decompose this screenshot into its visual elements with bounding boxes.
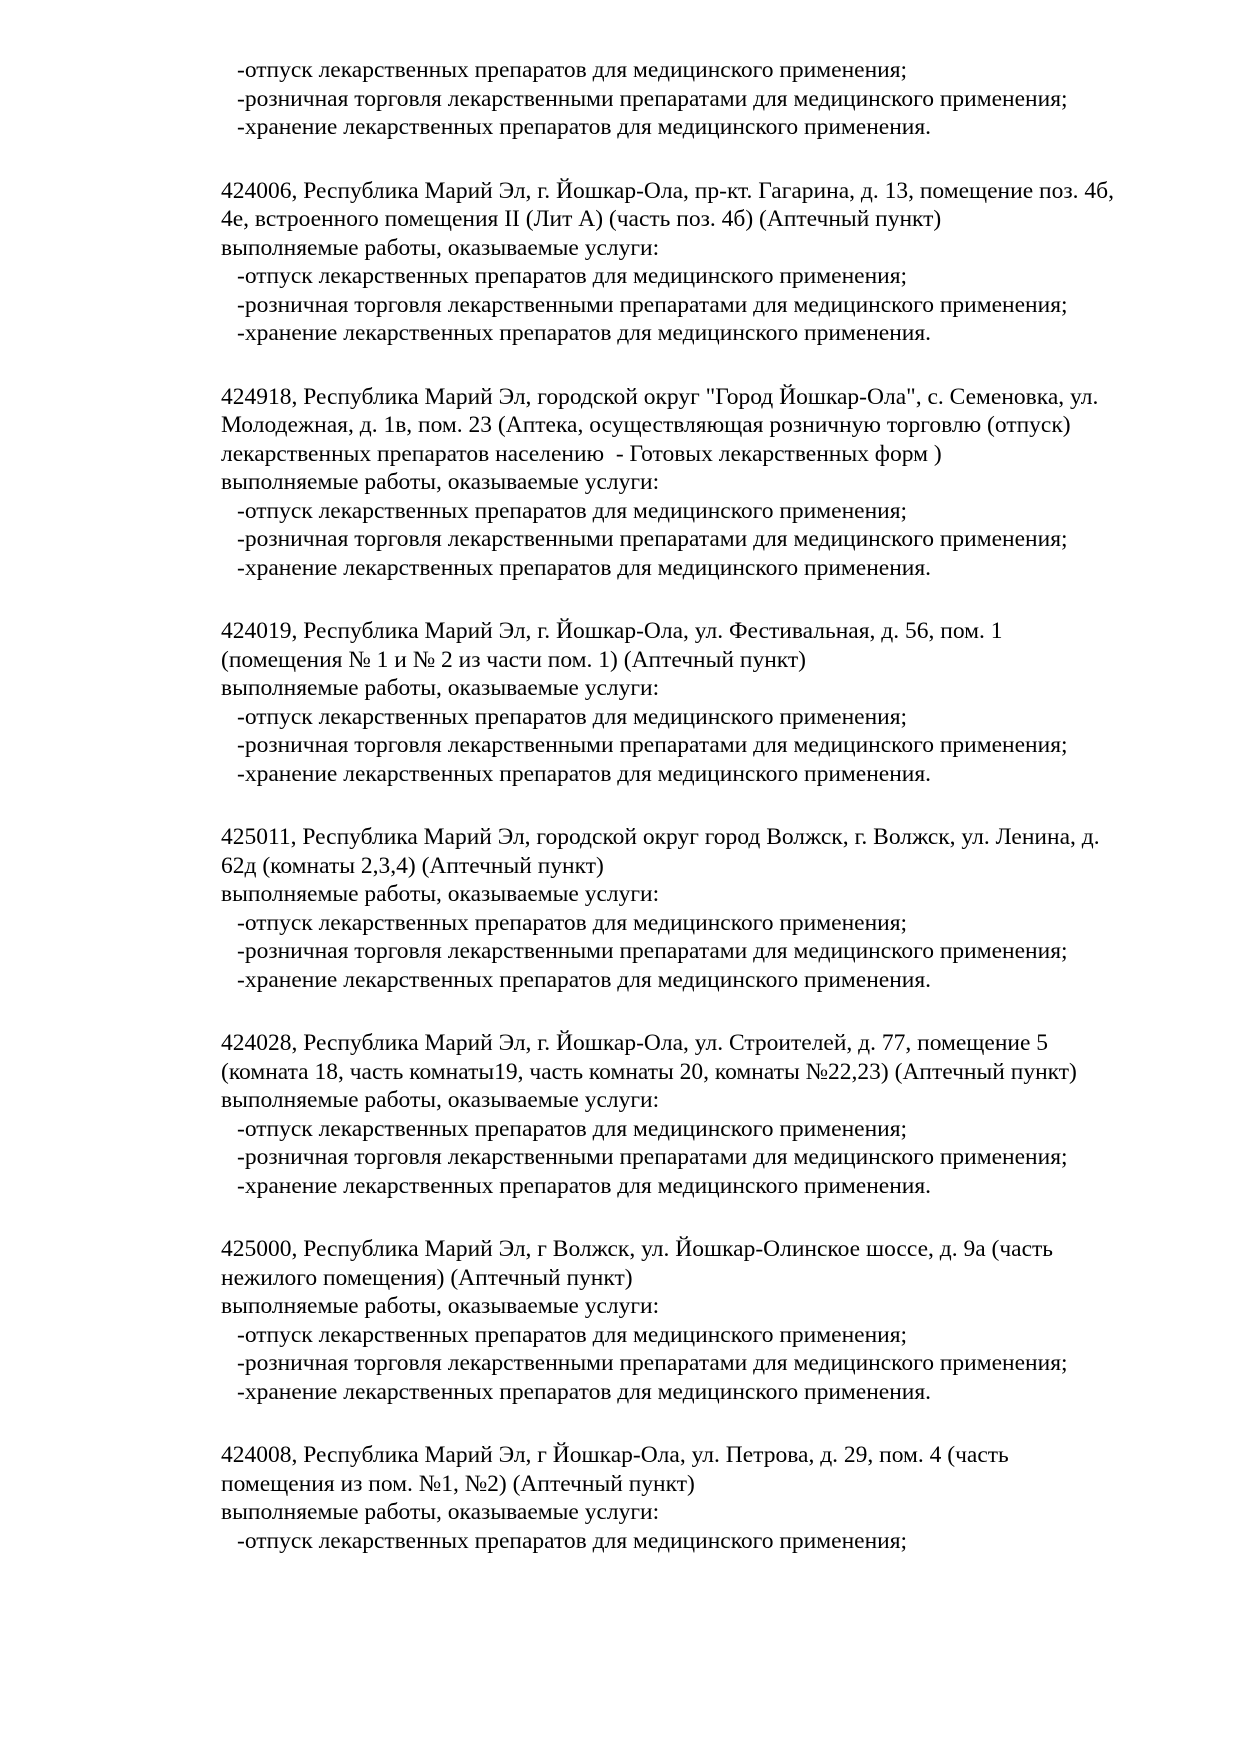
pharmacy-address-block bbox=[221, 823, 1221, 994]
service-item: -розничная торговля лекарственными препаратами для медицинского применения; bbox=[237, 732, 1068, 758]
address-line: нежилого помещения) (Аптечный пункт) bbox=[221, 1264, 633, 1291]
address-blocks bbox=[221, 142, 1221, 1556]
address-line: 4е, встроенного помещения II (Лит А) (часть поз. 4б) (Аптечный пункт) bbox=[221, 206, 942, 232]
service-item: -отпуск лекарственных препаратов для медицинского применения; bbox=[237, 1527, 908, 1554]
block-spacer bbox=[221, 582, 1221, 617]
services-heading: выполняемые работы, оказываемые услуги: bbox=[221, 234, 660, 261]
service-item: -отпуск лекарственных препаратов для медицинского применения; bbox=[237, 263, 908, 289]
service-item: -хранение лекарственных препаратов для медицинского применения. bbox=[237, 320, 932, 346]
service-item: -хранение лекарственных препаратов для медицинского применения. bbox=[237, 114, 932, 140]
address-line: 424019, Республика Марий Эл, г. Йошкар-Ола, ул. Фестивальная, д. 56, пом. 1 bbox=[221, 618, 1003, 644]
address-line: 424008, Республика Марий Эл, г Йошкар-Ола, ул. Петрова, д. 29, пом. 4 (часть bbox=[221, 1442, 1009, 1468]
block-spacer bbox=[221, 1200, 1221, 1235]
service-item: -розничная торговля лекарственными препаратами для медицинского применения; bbox=[237, 526, 1068, 552]
block-spacer bbox=[221, 994, 1221, 1029]
service-item: -хранение лекарственных препаратов для медицинского применения. bbox=[237, 760, 932, 787]
service-item: -хранение лекарственных препаратов для медицинского применения. bbox=[237, 1172, 932, 1199]
services-heading: выполняемые работы, оказываемые услуги: bbox=[221, 1293, 660, 1319]
pharmacy-address-block bbox=[221, 383, 1221, 583]
pharmacy-address-block bbox=[221, 617, 1221, 788]
services-heading: выполняемые работы, оказываемые услуги: bbox=[221, 881, 660, 907]
block-spacer bbox=[221, 348, 1221, 383]
block-spacer bbox=[221, 142, 1221, 177]
address-line: лекарственных препаратов населению - Готовых лекарственных форм ) bbox=[221, 440, 942, 467]
service-item: -розничная торговля лекарственными препаратами для медицинского применения; bbox=[237, 938, 1068, 964]
services-heading: выполняемые работы, оказываемые услуги: bbox=[221, 1499, 660, 1525]
service-item: -хранение лекарственных препаратов для медицинского применения. bbox=[237, 966, 932, 993]
service-item: -отпуск лекарственных препаратов для медицинского применения; bbox=[237, 703, 908, 730]
service-item: -отпуск лекарственных препаратов для медицинского применения; bbox=[237, 1115, 908, 1142]
address-line: 62д (комнаты 2,3,4) (Аптечный пункт) bbox=[221, 852, 604, 879]
block-spacer bbox=[221, 1406, 1221, 1441]
address-line: (помещения № 1 и № 2 из части пом. 1) (Аптечный пункт) bbox=[221, 646, 806, 673]
services-heading: выполняемые работы, оказываемые услуги: bbox=[221, 1087, 660, 1113]
service-item: -отпуск лекарственных препаратов для медицинского применения; bbox=[237, 1321, 908, 1348]
leading-services-list bbox=[221, 56, 1221, 142]
pharmacy-address-block bbox=[221, 1441, 1221, 1555]
service-item: -розничная торговля лекарственными препаратами для медицинского применения; bbox=[237, 291, 1068, 318]
service-item: -розничная торговля лекарственными препаратами для медицинского применения; bbox=[237, 1144, 1068, 1170]
address-line: (комната 18, часть комнаты19, часть комнаты 20, комнаты №22,23) (Аптечный пункт) bbox=[221, 1058, 1077, 1085]
pharmacy-address-block bbox=[221, 1235, 1221, 1406]
pharmacy-address-block bbox=[221, 177, 1221, 348]
service-item: -отпуск лекарственных препаратов для медицинского применения; bbox=[237, 909, 908, 936]
service-item: -отпуск лекарственных препаратов для медицинского применения; bbox=[237, 57, 908, 83]
address-line: Молодежная, д. 1в, пом. 23 (Аптека, осуществляющая розничную торговлю (отпуск) bbox=[221, 412, 1071, 438]
document-page bbox=[221, 56, 1221, 1555]
block-spacer bbox=[221, 788, 1221, 823]
pharmacy-address-block bbox=[221, 1029, 1221, 1200]
service-item: -розничная торговля лекарственными препаратами для медицинского применения; bbox=[237, 85, 1068, 112]
service-item: -отпуск лекарственных препаратов для медицинского применения; bbox=[237, 497, 908, 524]
services-heading: выполняемые работы, оказываемые услуги: bbox=[221, 469, 660, 495]
address-line: 424006, Республика Марий Эл, г. Йошкар-Ола, пр-кт. Гагарина, д. 13, помещение поз. 4б, bbox=[221, 177, 1114, 204]
service-item: -розничная торговля лекарственными препаратами для медицинского применения; bbox=[237, 1350, 1068, 1376]
service-item: -хранение лекарственных препаратов для медицинского применения. bbox=[237, 554, 932, 581]
address-line: помещения из пом. №1, №2) (Аптечный пункт) bbox=[221, 1470, 695, 1497]
address-line: 424028, Республика Марий Эл, г. Йошкар-Ола, ул. Строителей, д. 77, помещение 5 bbox=[221, 1030, 1049, 1056]
service-item: -хранение лекарственных препаратов для медицинского применения. bbox=[237, 1378, 932, 1405]
address-line: 424918, Республика Марий Эл, городской округ "Город Йошкар-Ола", с. Семеновка, ул. bbox=[221, 383, 1099, 410]
services-heading: выполняемые работы, оказываемые услуги: bbox=[221, 675, 660, 701]
address-line: 425011, Республика Марий Эл, городской округ город Волжск, г. Волжск, ул. Ленина, д. bbox=[221, 824, 1100, 850]
address-line: 425000, Республика Марий Эл, г Волжск, ул. Йошкар-Олинское шоссе, д. 9а (часть bbox=[221, 1236, 1054, 1262]
